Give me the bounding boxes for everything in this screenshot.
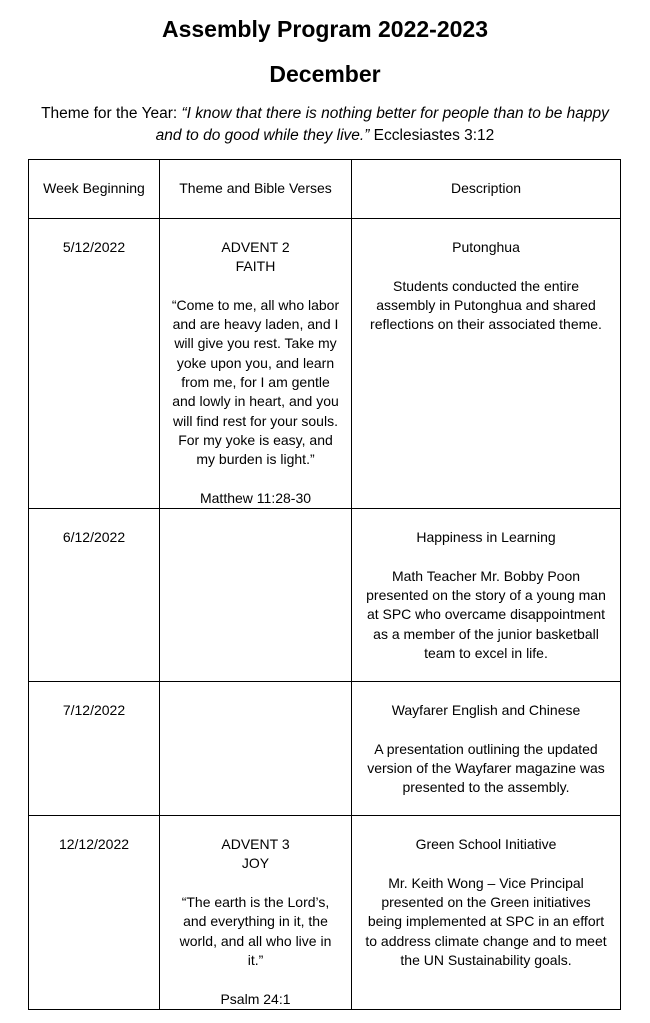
- year-theme-continued: [20, 125, 630, 147]
- bible-verse-line: world, and all who live in: [179, 932, 332, 949]
- week-date: 7/12/2022: [62, 702, 126, 719]
- week-date: 5/12/2022: [62, 239, 126, 255]
- description-line: at SPC who overcame disappointment: [366, 606, 606, 623]
- table-row: [29, 219, 621, 509]
- theme-quote-part2: and to do good while they live.”: [155, 127, 370, 144]
- description-line: as a member of the junior basketball: [373, 625, 599, 642]
- header-theme-bible-verses: Theme and Bible Verses: [160, 160, 352, 219]
- bible-verse-line: my burden is light.”: [196, 451, 315, 468]
- description-line: the UN Sustainability goals.: [400, 951, 572, 968]
- theme-cell: [160, 682, 352, 816]
- theme-cell: [160, 219, 352, 509]
- bible-verse-line: and lowly in heart, and you: [172, 393, 339, 410]
- advent-theme-line: ADVENT 2: [221, 239, 290, 255]
- header-description: Description: [352, 160, 621, 219]
- description-line: presented on the story of a young man: [366, 587, 606, 604]
- theme-reference: Ecclesiastes 3:12: [369, 127, 495, 144]
- description-title: Green School Initiative: [415, 836, 557, 853]
- description-line: presented on the Green initiatives: [381, 894, 591, 911]
- week-cell: [29, 682, 160, 816]
- description-line: Mr. Keith Wong – Vice Principal: [388, 874, 584, 891]
- description-line: to address climate change and to meet: [365, 932, 607, 949]
- year-theme: [20, 103, 630, 125]
- description-title: Wayfarer English and Chinese: [391, 702, 581, 719]
- page-title: Assembly Program 2022-2023: [161, 16, 489, 42]
- description-line: reflections on their associated theme.: [370, 316, 602, 333]
- table-row: [29, 816, 621, 1010]
- bible-verse-reference: Psalm 24:1: [220, 990, 291, 1007]
- theme-cell: [160, 509, 352, 682]
- description-line: Students conducted the entire: [392, 277, 580, 294]
- table-header-row: [29, 160, 621, 219]
- description-cell: [352, 816, 621, 1010]
- description-line: being implemented at SPC in an effort: [367, 913, 605, 930]
- table-row: [29, 682, 621, 816]
- description-line: A presentation outlining the updated: [374, 740, 598, 757]
- theme-label: Theme for the Year:: [41, 105, 182, 122]
- description-line: version of the Wayfarer magazine was: [367, 760, 605, 777]
- description-title: Putonghua: [452, 239, 520, 255]
- description-cell: [352, 682, 621, 816]
- week-date: 6/12/2022: [62, 529, 126, 546]
- description-line: presented to the assembly.: [402, 779, 570, 796]
- week-cell: [29, 219, 160, 509]
- bible-verse-line: “The earth is the Lord’s,: [181, 894, 330, 911]
- month-heading: December: [269, 61, 381, 87]
- bible-verse-reference: Matthew 11:28-30: [199, 489, 312, 506]
- assembly-program-table: [28, 159, 621, 1010]
- bible-verse-line: it.”: [247, 951, 264, 968]
- advent-theme-line: JOY: [241, 855, 270, 872]
- bible-verse-line: and everything in it, the: [183, 913, 328, 930]
- description-line: Math Teacher Mr. Bobby Poon: [391, 567, 581, 584]
- bible-verse-line: “Come to me, all who labor: [171, 296, 340, 313]
- description-cell: [352, 219, 621, 509]
- description-title: Happiness in Learning: [416, 529, 556, 546]
- bible-verse-line: will give you rest. Take my: [174, 335, 337, 352]
- advent-theme-line: ADVENT 3: [221, 836, 290, 853]
- bible-verse-line: will find rest for your souls.: [173, 412, 338, 429]
- theme-cell: [160, 816, 352, 1010]
- table-row: [29, 509, 621, 682]
- bible-verse-line: For my yoke is easy, and: [178, 431, 333, 448]
- bible-verse-line: yoke upon you, and learn: [176, 354, 335, 371]
- advent-theme-line: FAITH: [235, 258, 276, 275]
- description-line: assembly in Putonghua and shared: [376, 296, 596, 313]
- week-cell: [29, 816, 160, 1010]
- theme-quote-part1: “I know that there is nothing better for people than to be happy: [181, 105, 609, 122]
- description-cell: [352, 509, 621, 682]
- header-week-beginning: Week Beginning: [29, 160, 160, 219]
- description-line: team to excel in life.: [424, 644, 548, 661]
- week-date: 12/12/2022: [58, 836, 130, 853]
- bible-verse-line: and are heavy laden, and I: [172, 316, 339, 333]
- week-cell: [29, 509, 160, 682]
- bible-verse-line: from me, for I am gentle: [181, 374, 330, 391]
